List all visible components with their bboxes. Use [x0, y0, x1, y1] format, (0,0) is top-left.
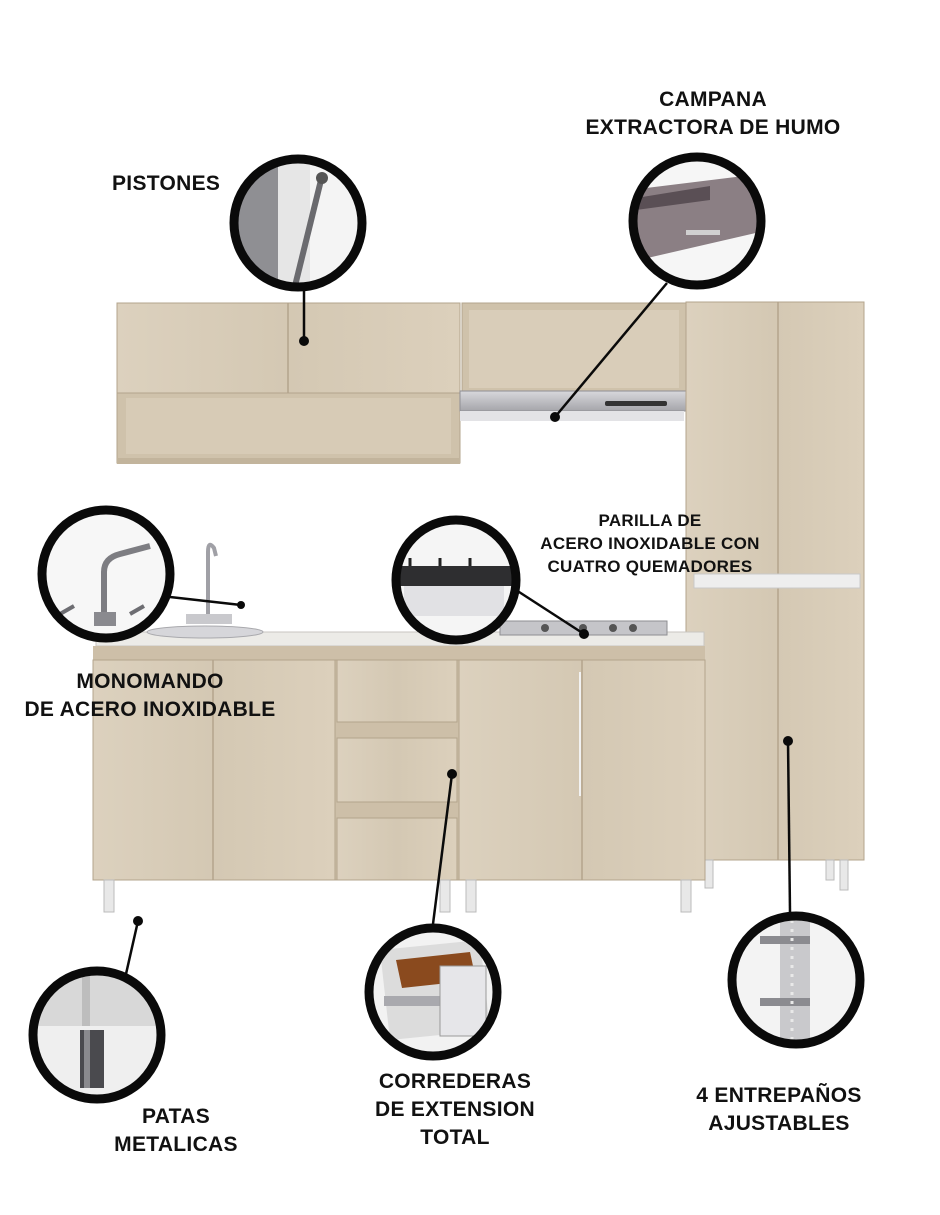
pistones-label	[112, 170, 220, 198]
patas-label	[96, 1103, 256, 1159]
cabinet-legs	[104, 880, 691, 912]
entrepanos-label-line-2: AJUSTABLES	[708, 1112, 850, 1135]
pistones-detail-circle	[230, 155, 370, 300]
parilla-label-line-3: CUATRO QUEMADORES	[547, 557, 753, 576]
correderas-label	[350, 1068, 560, 1152]
patas-label-line-1: PATAS	[142, 1105, 210, 1128]
parilla-label-line-1: PARILLA DE	[598, 511, 702, 530]
entrepanos-detail-circle	[728, 912, 868, 1052]
parilla-label-line-2: ACERO INOXIDABLE CON	[540, 534, 760, 553]
correderas-label-line-1: CORREDERAS	[378, 1070, 532, 1093]
monomando-detail-circle	[40, 508, 180, 648]
patas-detail-circle	[30, 968, 170, 1108]
correderas-label-line-2: DE EXTENSION	[375, 1098, 535, 1121]
correderas-detail-circle	[365, 925, 505, 1065]
campana-detail-circle	[630, 155, 770, 295]
campana-label-line-1: CAMPANA	[659, 88, 767, 111]
monomando-label-line-1: MONOMANDO	[76, 670, 224, 693]
tall-pantry	[686, 302, 864, 890]
range-hood	[460, 391, 698, 421]
parilla-label	[520, 509, 780, 578]
monomando-label-line-2: DE ACERO INOXIDABLE	[24, 698, 276, 721]
correderas-label-line-3: TOTAL	[420, 1126, 490, 1149]
monomando-label	[10, 668, 290, 724]
campana-label-line-2: EXTRACTORA DE HUMO	[585, 116, 841, 139]
patas-label-line-2: METALICAS	[114, 1133, 238, 1156]
campana-label	[560, 86, 866, 142]
entrepanos-label-line-1: 4 ENTREPAÑOS	[696, 1084, 862, 1107]
upper-cabinet-left	[117, 303, 460, 464]
entrepanos-label	[676, 1082, 882, 1138]
pistones-label-line: PISTONES	[112, 172, 221, 195]
upper-cabinet-hood-shelf	[462, 303, 686, 391]
